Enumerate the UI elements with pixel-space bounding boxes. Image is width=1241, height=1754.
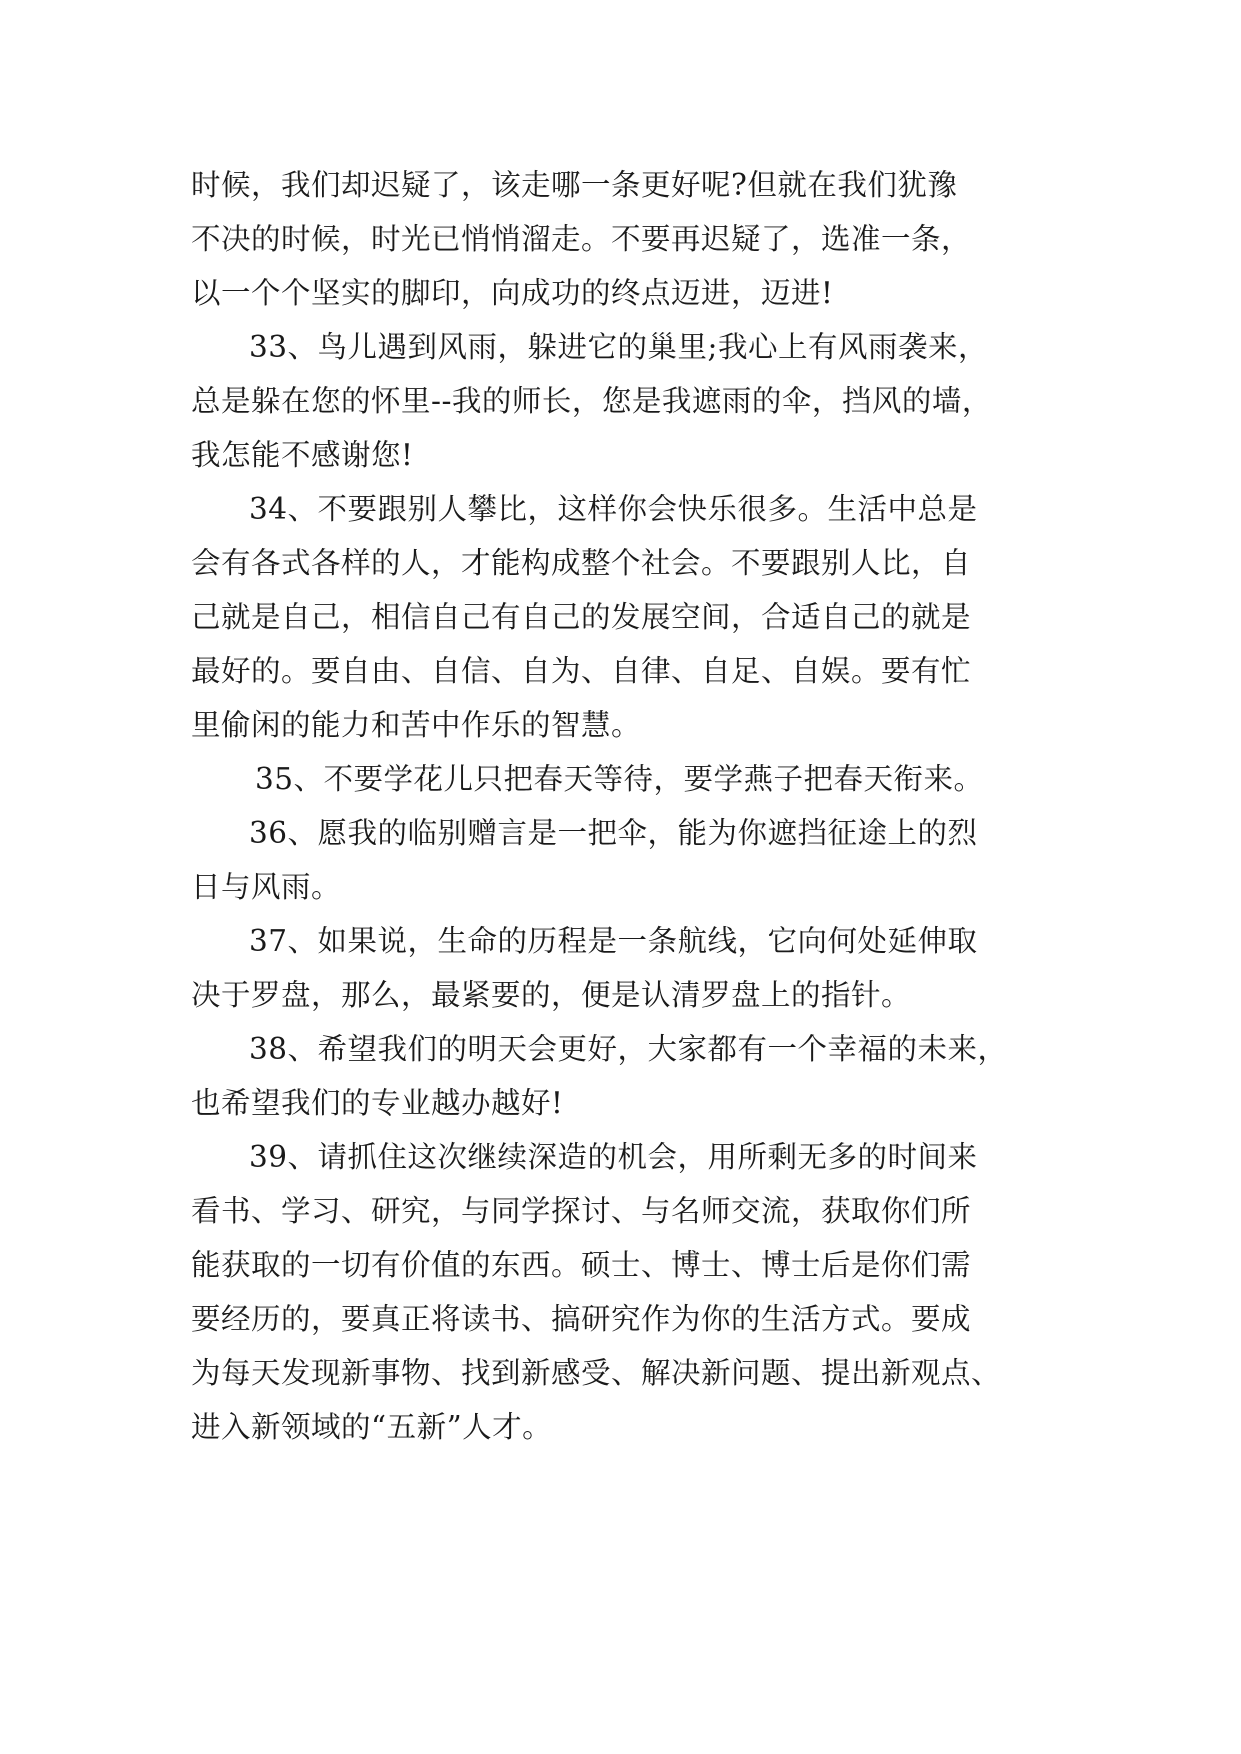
paragraph-39-start: 39、请抓住这次继续深造的机会，用所剩无多的时间来 <box>249 1140 978 1174</box>
text-line: 能获取的一切有价值的东西。硕士、博士、博士后是你们需 <box>191 1248 972 1282</box>
text-line: 我怎能不感谢您! <box>191 438 414 472</box>
paragraph-38-start: 38、希望我们的明天会更好，大家都有一个幸福的未来， <box>249 1032 1008 1066</box>
text-line: 会有各式各样的人，才能构成整个社会。不要跟别人比，自 <box>191 546 972 580</box>
text-line: 时候，我们却迟疑了，该走哪一条更好呢?但就在我们犹豫 <box>191 168 958 202</box>
text-line: 己就是自己，相信自己有自己的发展空间，合适自己的就是 <box>191 600 972 634</box>
paragraph-36-start: 36、愿我的临别赠言是一把伞，能为你遮挡征途上的烈 <box>249 816 978 850</box>
text-line: 看书、学习、研究，与同学探讨、与名师交流，获取你们所 <box>191 1194 972 1228</box>
text-line: 最好的。要自由、自信、自为、自律、自足、自娱。要有忙 <box>191 654 972 688</box>
text-line: 里偷闲的能力和苦中作乐的智慧。 <box>191 708 642 742</box>
text-line: 也希望我们的专业越办越好! <box>191 1086 564 1120</box>
document-body <box>191 158 1051 1454</box>
paragraph-35: 35、不要学花儿只把春天等待，要学燕子把春天衔来。 <box>255 762 984 796</box>
text-line: 为每天发现新事物、找到新感受、解决新问题、提出新观点、 <box>191 1356 1002 1390</box>
paragraph-37-start: 37、如果说，生命的历程是一条航线，它向何处延伸取 <box>249 924 978 958</box>
text-line: 进入新领域的“五新”人才。 <box>191 1410 553 1444</box>
text-line: 要经历的，要真正将读书、搞研究作为你的生活方式。要成 <box>191 1302 972 1336</box>
text-line: 决于罗盘，那么，最紧要的，便是认清罗盘上的指针。 <box>191 978 912 1012</box>
text-line: 以一个个坚实的脚印，向成功的终点迈进，迈进! <box>191 276 834 310</box>
text-line: 日与风雨。 <box>191 870 342 904</box>
paragraph-34-start: 34、不要跟别人攀比，这样你会快乐很多。生活中总是 <box>249 492 978 526</box>
paragraph-33-start: 33、鸟儿遇到风雨，躲进它的巢里;我心上有风雨袭来， <box>249 330 988 364</box>
text-line: 总是躲在您的怀里--我的师长，您是我遮雨的伞，挡风的墙， <box>191 384 992 418</box>
text-line: 不决的时候，时光已悄悄溜走。不要再迟疑了，选准一条， <box>191 222 972 256</box>
